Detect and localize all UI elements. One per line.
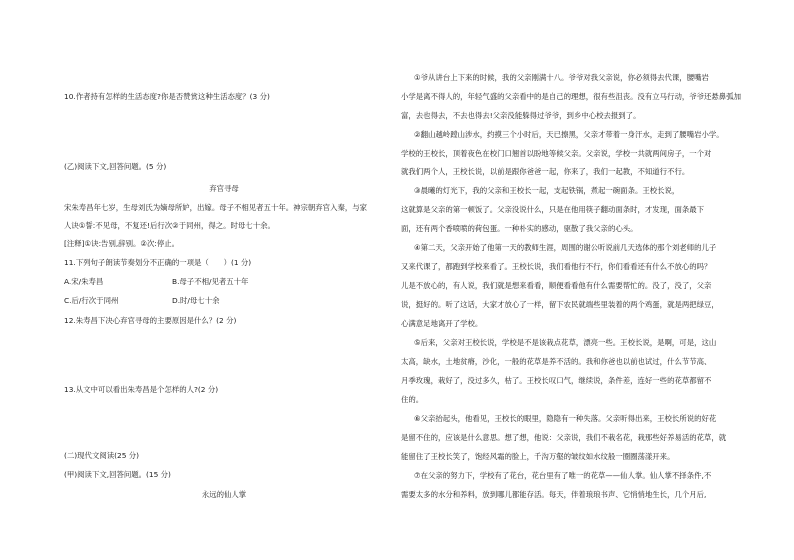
passage-b-line-1: 宋朱寿昌年七岁，生母刘氏为嫡母所妒，出嫁。母子不相见者五十年。神宗朝弃官入秦，与家 <box>64 203 368 212</box>
question-13: 13.从文中可以看出朱寿昌是个怎样的人?(2 分) <box>64 385 219 394</box>
passage-line: ③晨曦的灯光下，我的父亲和王校长一起，支起铁锅，煮起一碗面条。王校长说， <box>414 186 680 195</box>
passage-line: 太高，缺水，土地贫瘠，沙化，一般的花草是养不活的。我和你爸也以前也试过，什么节节高、 <box>401 357 712 366</box>
passage-line: 住的。 <box>401 395 424 404</box>
option-d: D.时/母七十余 <box>172 296 220 305</box>
passage-line: ⑥父亲抬起头，他看见，王校长的眼里，隐隐有一种失落。父亲听得出来，王校长所说的好花 <box>414 414 717 423</box>
section-a-heading: (甲)阅读下文,回答问题。(15 分) <box>64 470 171 479</box>
question-10: 10.作者持有怎样的生活态度?你是否赞赏这种生活态度？(3 分) <box>64 92 270 101</box>
passage-line: 面，还有两个香喷喷的荷包蛋。一种朴实的感动，驱散了我父亲的心头。 <box>401 224 638 233</box>
passage-a-title: 永远的仙人掌 <box>201 490 247 499</box>
section-2-heading: (二)现代文阅读(25 分) <box>64 451 140 460</box>
passage-line: 心满意足地离开了学校。 <box>401 319 483 328</box>
option-b: B.母子不相/见者五十年 <box>172 277 249 286</box>
passage-line: ⑦在父亲的努力下，学校有了花台，花台里有了唯一的花草——仙人掌。仙人掌不择条件,不 <box>414 471 712 480</box>
passage-line: 能留住了王校长笑了，饱经风霜的脸上，千沟万壑的皱纹如水纹般一圈圈荡漾开来。 <box>401 452 675 461</box>
option-c: C.后/行次于同州 <box>64 296 119 305</box>
passage-line: 说，挺好的。听了这话，大家才放心了一样，留下农民就端些里装着的两个鸡蛋，就是两把绿豆， <box>401 300 719 309</box>
passage-line: 就我们两个人，王校长说，以前是跟你爸爸一起，你来了，我们一起教，不知道行不行。 <box>401 167 690 176</box>
passage-line: 是留不住的，应该是什么意思。想了想，他说：父亲说，我们不栽名花，栽那些好养易活的花草，就 <box>401 433 727 442</box>
question-11: 11.下列句子朗读节奏划分不正确的一项是（ ）(1 分) <box>64 258 252 267</box>
option-a: A.宋/朱寿昌 <box>64 277 104 286</box>
passage-line: ⑤后来，父亲对王校长说，学校是不是该栽点花草，漂亮一些。王校长说，是啊，可是，这山 <box>414 338 717 347</box>
passage-line: 学校的王校长，顶着夜色在校门口翘首以盼地等候父亲。父亲说，学校一共就两间房子，一个对 <box>401 149 712 158</box>
passage-line: 需要太多的水分和养料，放到哪儿都能存活。每天，伴着琅琅书声、它悄悄地生长，几个月后, <box>401 490 707 499</box>
passage-line: 又来代课了，都跑到学校来看了。王校长说，我们看他行不行，你们看看还有什么不放心的吗？ <box>401 262 712 271</box>
passage-line: ④第二天，父亲开始了他第一天的教师生涯，周围的谢公听说前几天选体的那个刘老师的儿子 <box>414 243 717 252</box>
passage-b-note: [注释]①诀:告别,辞别。②次:停止。 <box>64 239 180 248</box>
passage-line: ①爷从讲台上下来的时候，我的父亲刚满十八。爷爷对我父亲说，你必须得去代课，腰嘴岩 <box>414 73 709 82</box>
passage-line: 小学是离不得人的，年轻气盛的父亲看中的是自己的理想，很有些沮丧。没有立马行动，爷爷还悬鼻弧加 <box>401 92 741 101</box>
question-12: 12.朱寿昌下决心弃官寻母的主要原因是什么？(2 分) <box>64 316 237 325</box>
passage-b-title: 弃官寻母 <box>209 184 239 193</box>
passage-line: 这就算是父亲的第一顿饭了。父亲没说什么，只是在他用筷子翻动面条时，才发现，面条最下 <box>401 205 705 214</box>
passage-line: 富，去也得去，不去也得去!父亲没能躲得过爷爷，到乡中心校去报到了。 <box>401 111 641 120</box>
passage-line: ②翻山越岭蹚山涉水，约摸三个小时后，天已擦黑，父亲才带着一身汗水，走到了腰嘴岩小学。 <box>414 130 724 139</box>
passage-b-line-2: 人诀①誓:不见母，不复还!后行次②于同州，得之。时母七十余。 <box>64 221 275 230</box>
section-b-heading: (乙)阅读下文,回答问题。(5 分) <box>64 162 167 171</box>
passage-line: 儿是不放心的，有人说，我们就是想来看看，顺便看看他有什么需要帮忙的。没了，没了，父亲 <box>401 281 712 290</box>
passage-line: 月季玫瑰，栽好了，没过多久，枯了。王校长叹口气，继续说，条件差，连好一些的花草都留不 <box>401 376 712 385</box>
